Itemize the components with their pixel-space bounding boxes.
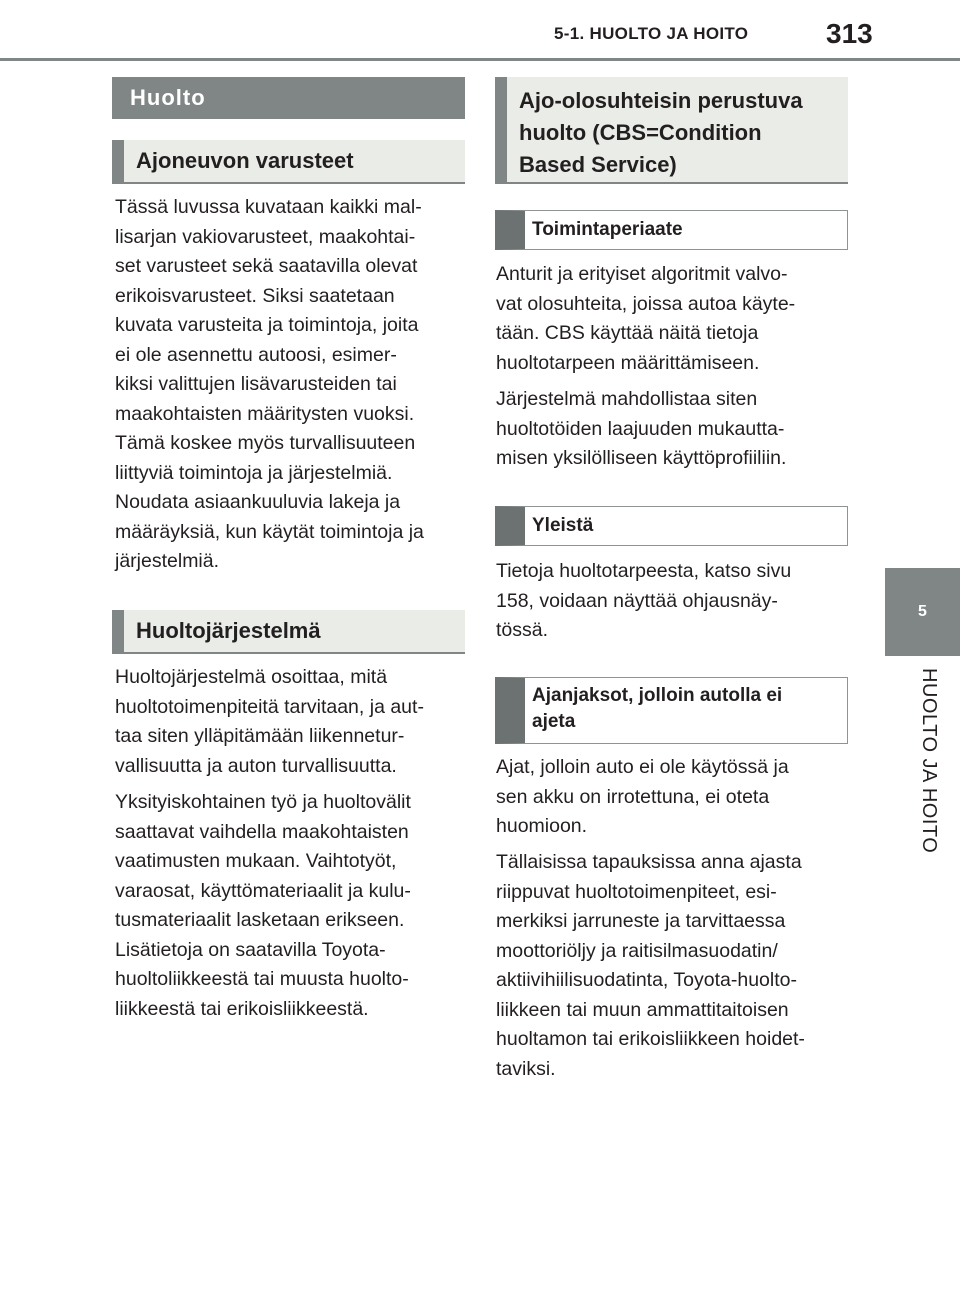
section-heading-cbs: Ajo-olosuhteisin perustuva huolto (CBS=Condition Based Service) (495, 77, 848, 184)
paragraph-toimintaperiaate-1: Anturit ja erityiset algoritmit valvo- vat olosuhteita, joissa autoa käyte- tään. CBS käyttää näitä tietoja huoltotarpeen määrittämiseen. (496, 263, 796, 374)
chapter-tab-number: 5 (885, 568, 960, 656)
paragraph-ajanjaksot-1: Ajat, jolloin auto ei ole käytössä ja sen akku on irrotettuna, ei oteta huomioon. (496, 756, 789, 837)
section-heading-huoltojarjestelma: Huoltojärjestelmä (112, 610, 465, 654)
subheading-yleista: Yleistä (495, 506, 848, 546)
page-number: 313 (826, 18, 873, 49)
paragraph-huoltojarjestelma-1: Huoltojärjestelmä osoittaa, mitä huoltotoimenpiteitä tarvitaan, ja aut- taa siten ylläpitämään liikennetur- vallisuutta ja auton turvallisuutta. (115, 666, 424, 777)
paragraph-huoltojarjestelma-2: Yksityiskohtainen työ ja huoltovälit saattavat vaihdella maakohtaisten vaatimusten mukaan. Vaihtotyöt, varaosat, käyttömateriaalit ja kulu- tusmateriaalit lasketaan erikseen. Lisätietoja on saatavilla Toyota- huoltoliikkeestä tai muusta huolto- liikkeestä tai erikoisliikkeestä. (115, 791, 411, 1020)
section-heading-ajoneuvon-varusteet: Ajoneuvon varusteet (112, 140, 465, 184)
paragraph-ajoneuvon-varusteet: Tässä luvussa kuvataan kaikki mal- lisarjan vakiovarusteet, maakohtai- set varusteet sekä saatavilla olevat erikoisvarusteet. Siksi saatetaan kuvata varusteita ja toimintoja, joita ei ole asennettu autoosi, esimer- kiksi valittujen lisävarusteiden tai maakohtaisten määritysten vuoksi. Tämä koskee myös turvallisuuteen liittyviä toimintoja ja järjestelmiä. Noudata asiaankuuluvia lakeja ja määräyksiä, kun käytät toimintoja ja järjestelmiä. (115, 196, 424, 572)
paragraph-toimintaperiaate-2: Järjestelmä mahdollistaa siten huoltotöiden laajuuden mukautta- misen yksilölliseen käyttöprofiiliin. (496, 388, 787, 469)
subheading-ajanjaksot: Ajanjaksot, jolloin autolla ei ajeta (495, 677, 848, 744)
header-rule (0, 58, 960, 61)
main-heading-huolto: Huolto (112, 77, 465, 119)
running-header-section: 5-1. HUOLTO JA HOITO (554, 24, 749, 43)
subheading-toimintaperiaate: Toimintaperiaate (495, 210, 848, 250)
chapter-tab-title: HUOLTO JA HOITO (918, 668, 940, 854)
paragraph-yleista: Tietoja huoltotarpeesta, katso sivu 158, voidaan näyttää ohjausnäy- tössä. (496, 560, 792, 641)
paragraph-ajanjaksot-2: Tällaisissa tapauksissa anna ajasta riippuvat huoltotoimenpiteet, esi- merkiksi jarruneste ja tarvittaessa moottoriöljy ja raitisilmasuodatin/ aktiivihiilisuodatinta, Toyota-huolto- liikkeen tai muun ammattitaitoisen huoltamon tai erikoisliikkeen hoidet- taviksi. (496, 851, 805, 1080)
